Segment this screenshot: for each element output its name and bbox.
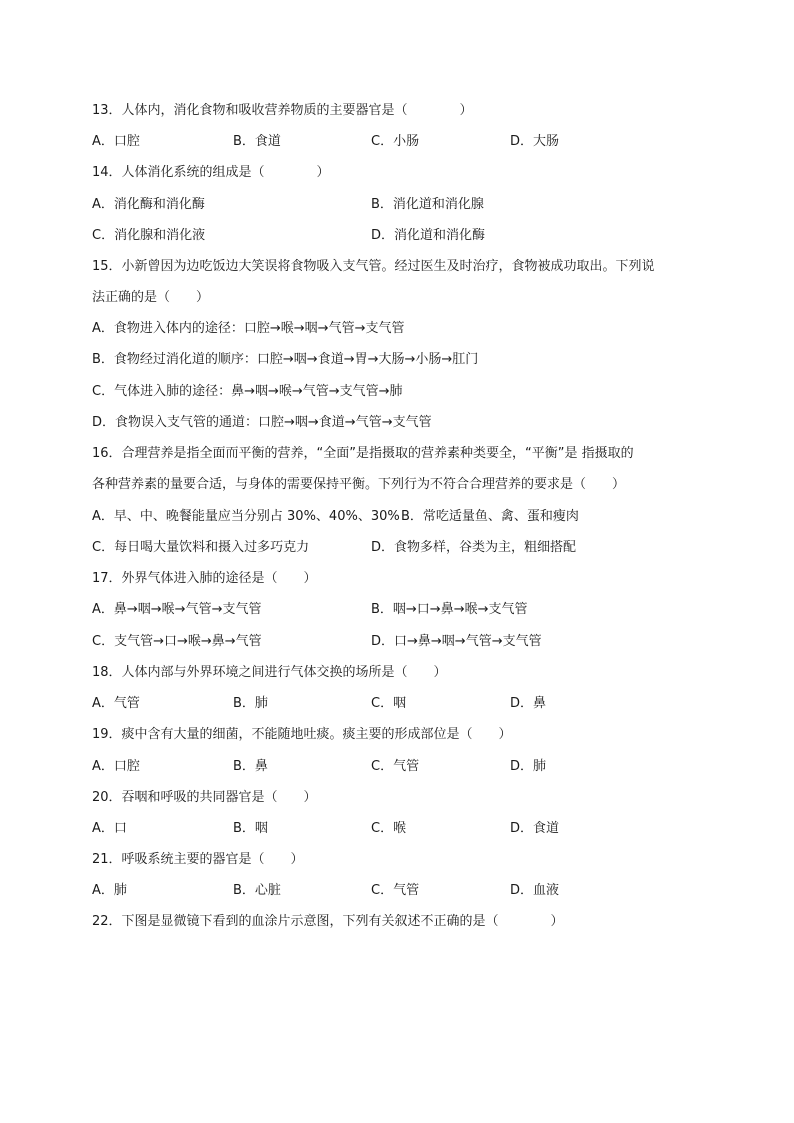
question-15-stem-line-1: 15．小新曾因为边吃饭边大笑误将食物吸入支气管。经过医生及时治疗，食物被成功取出。下列说 [92,259,655,274]
question-20-option-a: A．口 [92,821,127,836]
question-15-stem-line-2: 法正确的是（ ） [92,290,210,305]
question-21-option-c: C．气管 [371,883,420,898]
question-17-option-b: B．咽→口→鼻→喉→支气管 [371,602,528,617]
question-21-option-b: B．心脏 [233,883,281,898]
question-18-stem: 18．人体内部与外界环境之间进行气体交换的场所是（ ） [92,665,447,680]
question-13-option-d: D．大肠 [510,134,560,149]
question-16-option-a: A．早、中、晚餐能量应当分别占 30%、40%、30% [92,509,400,524]
question-16-stem-line-2: 各种营养素的量要合适，与身体的需要保持平衡。下列行为不符合合理营养的要求是（ ） [92,477,626,492]
question-17-option-c: C．支气管→口→喉→鼻→气管 [92,634,262,649]
question-13-option-c: C．小肠 [371,134,420,149]
question-15-option-b: B．食物经过消化道的顺序：口腔→咽→食道→胃→大肠→小肠→肛门 [92,352,479,367]
question-19-option-a: A．口腔 [92,759,140,774]
question-13-option-a: A．口腔 [92,134,140,149]
question-14-stem: 14．人体消化系统的组成是（ ） [92,165,330,180]
question-19-option-b: B．鼻 [233,759,268,774]
question-19-option-c: C．气管 [371,759,420,774]
question-18-option-d: D．鼻 [510,696,547,711]
question-20-option-b: B．咽 [233,821,268,836]
question-21-option-a: A．肺 [92,883,127,898]
question-17-option-d: D．口→鼻→咽→气管→支气管 [371,634,542,649]
question-21-stem: 21．呼吸系统主要的器官是（ ） [92,852,304,867]
question-19-stem: 19．痰中含有大量的细菌，不能随地吐痰。痰主要的形成部位是（ ） [92,727,512,742]
question-18-option-a: A．气管 [92,696,140,711]
question-20-option-d: D．食道 [510,821,560,836]
question-15-option-a: A．食物进入体内的途径：口腔→喉→咽→气管→支气管 [92,321,405,336]
question-13-stem: 13．人体内，消化食物和吸收营养物质的主要器官是（ ） [92,103,473,118]
question-18-option-b: B．肺 [233,696,268,711]
question-15-option-c: C．气体进入肺的途径：鼻→咽→喉→气管→支气管→肺 [92,384,403,399]
question-14-option-c: C．消化腺和消化液 [92,228,206,243]
question-16-option-c: C．每日喝大量饮料和摄入过多巧克力 [92,540,310,555]
question-17-stem: 17．外界气体进入肺的途径是（ ） [92,571,317,586]
question-20-stem: 20．吞咽和呼吸的共同器官是（ ） [92,790,317,805]
question-16-option-d: D．食物多样，谷类为主，粗细搭配 [371,540,577,555]
question-20-option-c: C．喉 [371,821,407,836]
question-15-option-d: D．食物误入支气管的通道：口腔→咽→食道→气管→支气管 [92,415,432,430]
question-17-option-a: A．鼻→咽→喉→气管→支气管 [92,602,262,617]
question-13-option-b: B．食道 [233,134,281,149]
question-19-option-d: D．肺 [510,759,547,774]
question-16-option-b: B．常吃适量鱼、禽、蛋和瘦肉 [401,509,579,524]
question-18-option-c: C．咽 [371,696,407,711]
question-14-option-d: D．消化道和消化酶 [371,228,486,243]
question-14-option-a: A．消化酶和消化酶 [92,197,205,212]
question-22-stem: 22．下图是显微镜下看到的血涂片示意图，下列有关叙述不正确的是（ ） [92,914,564,929]
question-16-stem-line-1: 16．合理营养是指全面而平衡的营养，“全面”是指摄取的营养素种类要全，“平衡”是 指摄取的 [92,446,634,461]
question-21-option-d: D．血液 [510,883,560,898]
question-14-option-b: B．消化道和消化腺 [371,197,484,212]
